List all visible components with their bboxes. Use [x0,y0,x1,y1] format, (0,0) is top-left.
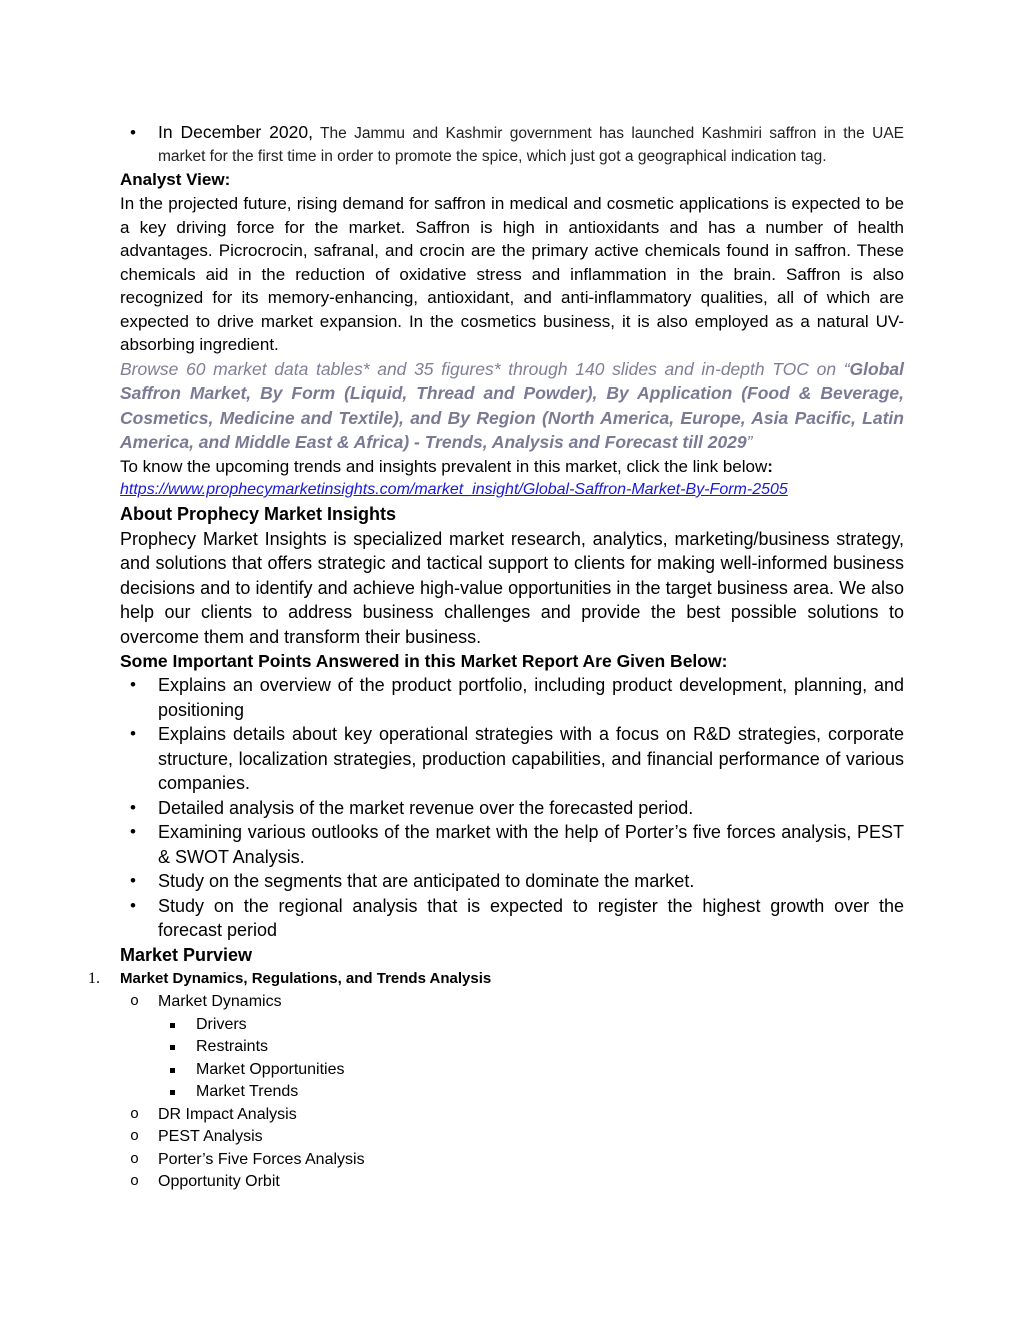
circle-bullet: o [130,993,140,1010]
bullet-glyph: • [130,895,136,915]
list-item-text: Market Opportunities [196,1060,345,1078]
square-bullet [170,1068,175,1073]
report-link[interactable]: https://www.prophecymarketinsights.com/market_insight/Global-Saffron-Market-By-Form-2505 [120,481,788,498]
purview-item-1 [88,967,904,991]
square-bullet [170,1023,175,1028]
browse-suffix: ” [746,432,753,452]
list-item [120,869,904,894]
know-text: To know the upcoming trends and insights prevalent in this market, click the link below [120,456,768,476]
first-bullet [120,121,904,168]
square-bullet [170,1045,175,1050]
know-paragraph [120,455,904,479]
browse-prefix: Browse 60 market data tables* and 35 figures* through 140 slides and in-depth TOC on “ [120,358,850,379]
list-item-text: Restraints [196,1038,269,1055]
list-item [120,1104,904,1127]
purview-heading: Market Purview [120,944,253,965]
about-heading: About Prophecy Market Insights [120,504,397,524]
list-item-text: Study on the segments that are anticipated to dominate the market. [158,871,695,891]
list-item [120,673,904,722]
list-item [120,1126,904,1149]
circle-bullet: o [130,1173,140,1190]
bullet-glyph: • [130,675,136,694]
list-item-text: Explains details about key operational strategies with a focus on R&D strategies, corporate structure, localization strategies, production capabilities, and financial performance of various companies. [158,724,904,793]
points-heading: Some Important Points Answered in this Market Report Are Given Below: [120,651,728,671]
circle-bullet: o [130,1128,140,1145]
bullet-glyph: • [130,871,136,890]
list-item [120,796,904,821]
points-list [120,673,904,943]
purview-item-1-label: Market Dynamics, Regulations, and Trends Analysis [120,970,492,987]
list-item [120,1081,904,1104]
list-item [120,722,904,796]
bullet-glyph: • [130,822,136,841]
browse-paragraph [120,357,904,455]
bullet-glyph: • [130,123,136,142]
list-item [120,820,904,869]
list-item-text: Drivers [196,1015,247,1033]
list-item [120,1036,904,1059]
about-body: Prophecy Market Insights is specialized market research, analytics, marketing/business strategy, and solutions that offers strategic and tactical support to clients for making well-informed business decisions and to identify and achieve high-value opportunities in the target business area. We also help our clients to address business challenges and provide the best possible solutions to overcome them and transform their business. [120,528,904,647]
list-item-text: Explains an overview of the product portfolio, including product development, planning, and positioning [158,675,904,720]
report-title: Global Saffron Market, By Form (Liquid, Thread and Powder), By Application (Food & Beverage, Cosmetics, Medicine and Textile), and By Region (North America, Europe, Asia Pacific, Latin America, and Middle East & Africa) - Trends, Analysis and Forecast till 2029 [120,358,904,452]
list-item [120,1149,904,1172]
analyst-heading: Analyst View: [120,170,231,189]
list-item-text: Porter’s Five Forces Analysis [158,1150,365,1168]
list-item [120,991,904,1014]
square-bullet [170,1090,175,1095]
item-number: 1. [88,970,100,987]
list-item-text: Market Dynamics [158,993,282,1010]
analyst-body: In the projected future, rising demand for saffron in medical and cosmetic applications is expected to be a key driving force for the market. Saffron is high in antioxidants and has a number of health advantages. Picrocrocin, safranal, and crocin are the primary active chemicals found in saffron. These chemicals aid in the reduction of oxidative stress and inflammation in the brain. Saffron is also recognized for its memory-enhancing, antioxidant, and anti-inflammatory qualities, all of which are expected to drive market expansion. In the cosmetics business, it is also employed as a natural UV-absorbing ingredient. [120,194,904,354]
list-item [120,1014,904,1037]
document-content [88,121,904,1194]
list-item-text: Examining various outlooks of the market with the help of Porter’s five forces analysis, PEST & SWOT Analysis. [158,822,904,867]
list-item-text: DR Impact Analysis [158,1105,297,1123]
list-item-text: Detailed analysis of the market revenue over the forecasted period. [158,797,694,818]
list-item-text: PEST Analysis [158,1128,263,1145]
know-colon: : [767,456,773,476]
list-item [120,1059,904,1082]
first-bullet-lead: In December 2020, [158,122,313,142]
bullet-glyph: • [130,797,136,817]
list-item [120,894,904,943]
first-bullet-text: The Jammu and Kashmir government has launched Kashmiri saffron in the UAE market for the first time in order to promote the spice, which just got a geographical indication tag. [158,125,904,165]
list-item [120,1171,904,1194]
list-item-text: Study on the regional analysis that is expected to register the highest growth over the forecast period [158,895,904,940]
list-item-text: Market Trends [196,1083,299,1100]
circle-bullet: o [130,1105,140,1123]
circle-bullet: o [130,1150,140,1168]
bullet-glyph: • [130,724,136,743]
purview-sublist [120,991,904,1194]
list-item-text: Opportunity Orbit [158,1173,280,1190]
